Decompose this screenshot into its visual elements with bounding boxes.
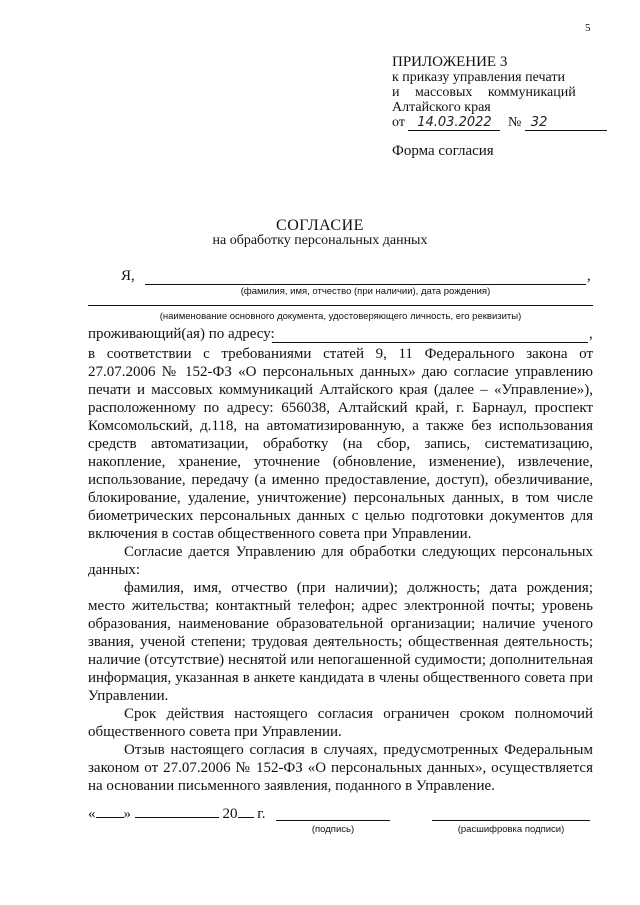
caption-signature-decoding: (расшифровка подписи) (457, 824, 565, 835)
number-value: 32 (530, 115, 548, 130)
signature-decoding-field[interactable] (432, 808, 590, 821)
appendix-date-line (392, 115, 592, 131)
appendix-title: ПРИЛОЖЕНИЕ 3 (392, 54, 508, 70)
appendix-line-2 (392, 85, 592, 100)
day-field[interactable] (96, 805, 124, 818)
date-field[interactable] (408, 115, 500, 131)
document-title: СОГЛАСИЕ (276, 217, 364, 234)
form-name: Форма согласия (392, 143, 494, 159)
date-value: 14.03.2022 (417, 115, 492, 130)
address-comma: , (589, 326, 593, 342)
appendix-header (392, 55, 592, 131)
paragraph-data-list: фамилия, имя, отчество (при наличии); должность; дата рождения; место жительства; контактный телефон; адрес электронной почты; уровень образования, наименование образовательной организации; наличие ученого звания, ученой степени; трудовая деятельность; общественная деятельность; наличие (отсутствие) неснятой или непогашенной судимости; дополнительная информация, указанная в анкете кандидата в члены общественного совета при Управлении. (88, 580, 593, 704)
document-field[interactable] (88, 293, 593, 306)
ya-comma: , (587, 268, 591, 284)
paragraph-consent-terms: в соответствии с требованиями статей 9, 11 Федерального закона от 27.07.2006 № 152-ФЗ «О персональных данных» даю согласие управлению печати и массовых коммуникаций Алтайского края (далее – «Управление»), расположенному по адресу: 656038, Алтайский край, г. Барнаул, проспект Комсомольский, д.118, на автоматизированную, а также без использования средств автоматизации, обработку (на сбор, запись, систематизацию, накопление, хранение, уточнение (обновление, изменение), извлечение, использование, передачу (а именно предоставление, доступ), обезличивание, блокирование, удаление, уничтожение) персональных данных, в том числе биометрических персональных данных с целью подготовки документов для включения в состав общественного совета при Управлении. (88, 346, 593, 542)
date-prefix: от (392, 115, 405, 130)
quote-open: « (88, 806, 96, 822)
year-prefix: 20 (222, 806, 238, 822)
year-field[interactable] (238, 805, 254, 818)
ya-label: Я, (121, 268, 135, 284)
caption-fio: (фамилия, имя, отчество (при наличии), дата рождения) (240, 286, 491, 297)
signature-date-line (88, 805, 265, 823)
caption-document: (наименование основного документа, удостоверяющего личность, его реквизиты) (159, 311, 522, 322)
caption-signature: (подпись) (311, 824, 355, 835)
signature-field[interactable] (276, 808, 390, 821)
page-number: 5 (585, 22, 591, 34)
address-label: проживающий(ая) по адресу: (88, 326, 275, 342)
year-suffix: г. (257, 806, 266, 822)
paragraph-revocation: Отзыв настоящего согласия в случаях, предусмотренных Федеральным законом от 27.07.2006 № 152-ФЗ «О персональных данных», осуществляется на основании письменного заявления, поданного в Управление. (88, 742, 593, 794)
document-subtitle: на обработку персональных данных (212, 233, 428, 248)
fio-field[interactable] (145, 270, 586, 285)
month-field[interactable] (135, 805, 219, 818)
paragraph-validity: Срок действия настоящего согласия ограничен сроком полномочий общественного совета при Управлении. (88, 706, 593, 740)
consent-body (88, 345, 593, 795)
address-field[interactable] (272, 328, 588, 343)
appendix-line-2-text: и массовых коммуникаций (392, 85, 576, 100)
quote-close: » (123, 806, 131, 822)
appendix-line-1: к приказу управления печати (392, 70, 565, 85)
paragraph-data-list-intro: Согласие дается Управлению для обработки следующих персональных данных: (88, 544, 593, 578)
number-prefix: № (507, 115, 522, 130)
number-field[interactable] (525, 115, 607, 131)
appendix-line-3: Алтайского края (392, 100, 491, 115)
